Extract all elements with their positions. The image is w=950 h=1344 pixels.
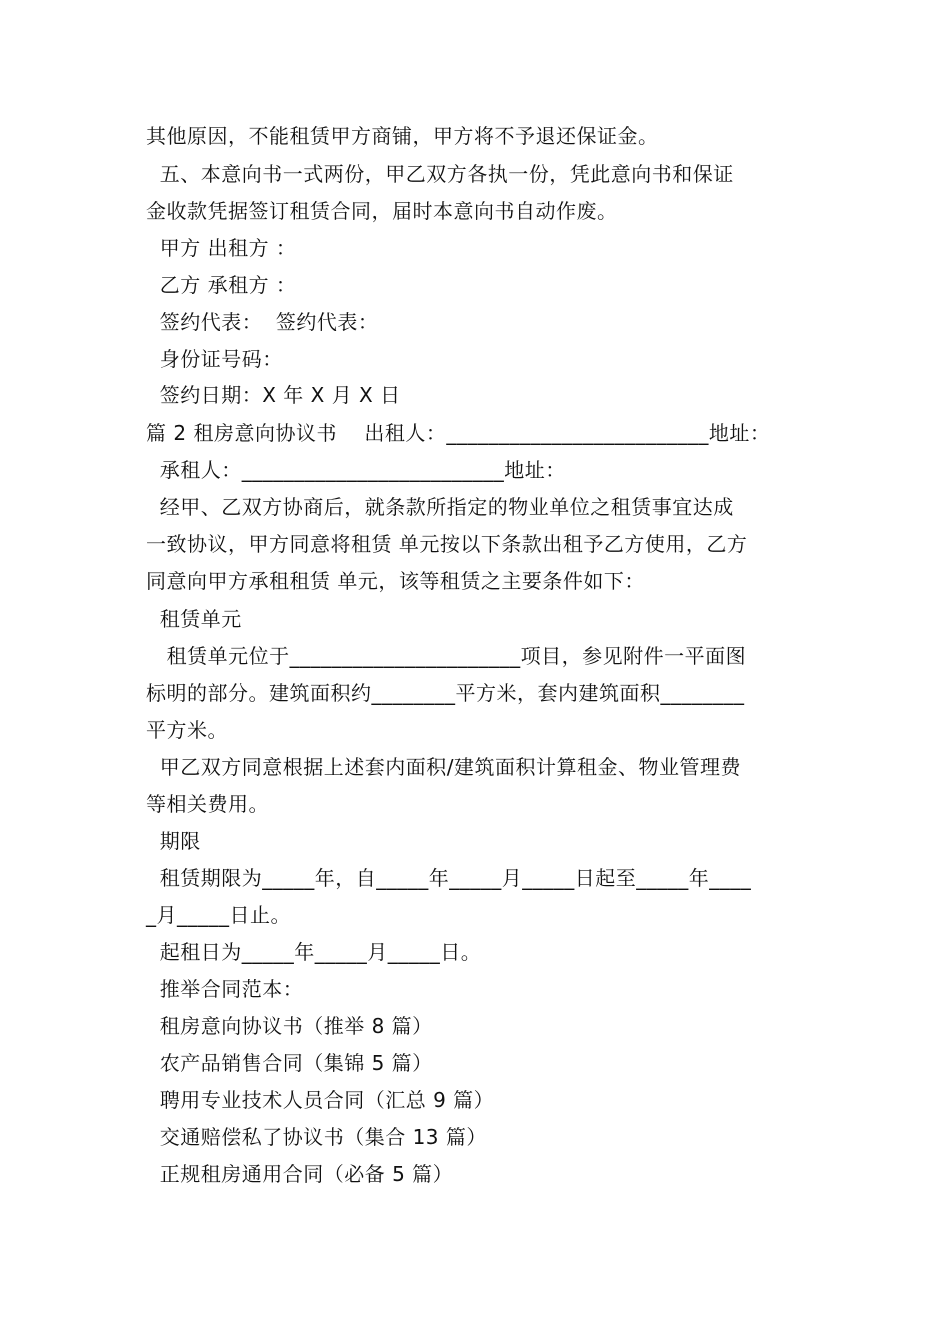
text-line: 身份证号码： — [146, 347, 283, 371]
text-line: 其他原因，不能租赁甲方商铺，甲方将不予退还保证金。 — [146, 124, 659, 148]
text-line: 起租日为_____年_____月_____日。 — [146, 940, 482, 964]
text-line: 签约代表： 签约代表： — [146, 310, 379, 334]
text-line: 金收款凭据签订租赁合同，届时本意向书自动作废。 — [146, 199, 618, 223]
recommend-heading: 推举合同范本： — [146, 977, 304, 1001]
text-line: 租赁期限为_____年，自_____年_____月_____日起至_____年____ — [146, 866, 752, 890]
text-line: _月_____日止。 — [146, 903, 291, 927]
text-line: 签约日期：X 年 X 月 X 日 — [146, 383, 401, 407]
recommend-item: 正规租房通用合同（必备 5 篇） — [146, 1162, 454, 1186]
recommend-item: 交通赔偿私了协议书（集合 13 篇） — [146, 1125, 487, 1149]
text-line: 甲方 出租方 ： — [146, 236, 297, 260]
text-line: 五、本意向书一式两份，甲乙双方各执一份，凭此意向书和保证 — [146, 162, 734, 186]
text-line: 甲乙双方同意根据上述套内面积/建筑面积计算租金、物业管理费 — [146, 755, 741, 779]
recommend-item: 租房意向协议书（推举 8 篇） — [146, 1014, 433, 1038]
recommend-item: 聘用专业技术人员合同（汇总 9 篇） — [146, 1088, 495, 1112]
text-line: 标明的部分。建筑面积约________平方米，套内建筑面积________ — [146, 681, 745, 705]
text-line: 经甲、乙双方协商后，就条款所指定的物业单位之租赁事宜达成 — [146, 495, 734, 519]
text-line: 一致协议，甲方同意将租赁 单元按以下条款出租予乙方使用，乙方 — [146, 532, 748, 556]
text-line: 乙方 承租方 ： — [146, 273, 297, 297]
subheading-line: 租赁单元 — [146, 607, 242, 631]
subheading-line: 期限 — [146, 829, 201, 853]
section-heading-line: 篇 2 租房意向协议书 出租人：_________________________地址： — [146, 421, 771, 445]
text-line: 承租人：_________________________地址： — [146, 458, 566, 482]
recommend-item: 农产品销售合同（集锦 5 篇） — [146, 1051, 433, 1075]
text-line: 同意向甲方承租租赁 单元，该等租赁之主要条件如下： — [146, 569, 645, 593]
text-line: 平方米。 — [146, 718, 228, 742]
text-line: 等相关费用。 — [146, 792, 269, 816]
text-line: 租赁单元位于______________________项目，参见附件一平面图 — [146, 644, 747, 668]
